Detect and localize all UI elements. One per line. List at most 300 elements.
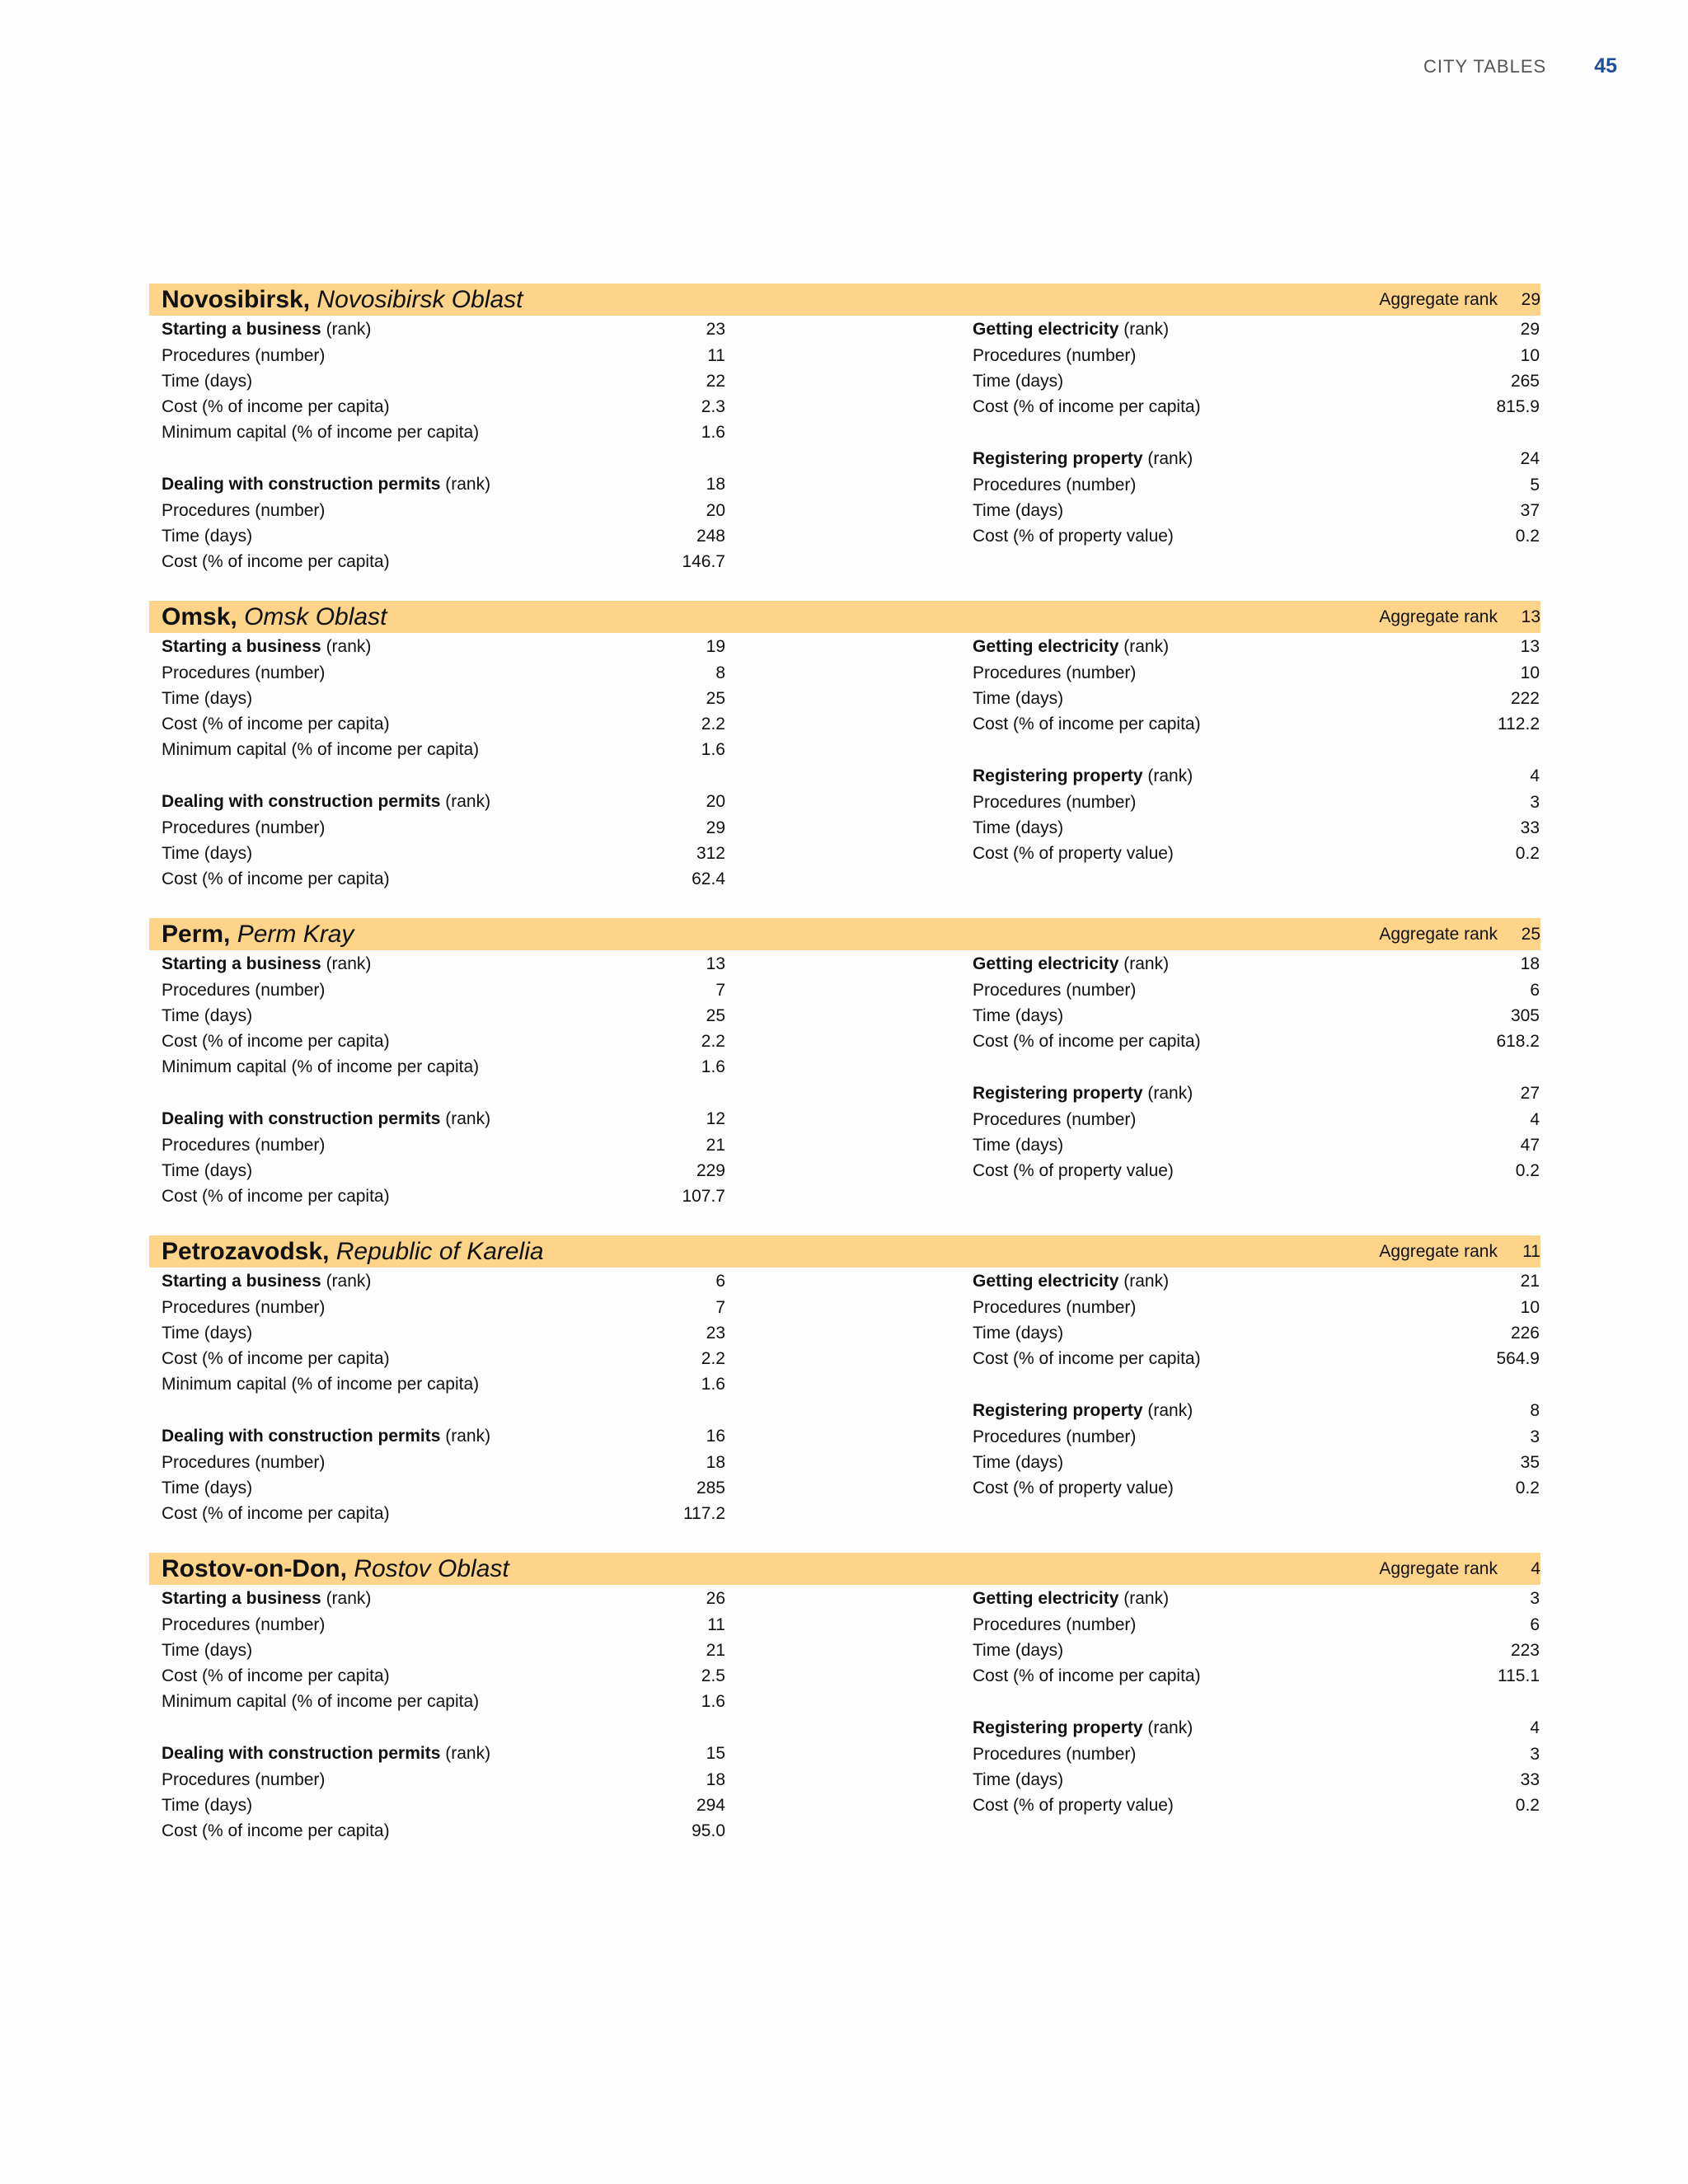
table-row (973, 1450, 1540, 1475)
row-value: 21 (706, 1641, 725, 1660)
indicator-rank: 13 (706, 954, 725, 973)
row-label: Cost (% of property value) (973, 527, 1174, 546)
indicator-block (973, 950, 1540, 1054)
indicator-heading (973, 1714, 1540, 1741)
indicator-block (162, 1422, 725, 1526)
aggregate-rank (1379, 925, 1540, 944)
aggregate-rank-label: Aggregate rank (1379, 607, 1498, 626)
indicator-title: Starting a business (162, 954, 321, 973)
indicator-rank: 4 (1530, 766, 1540, 785)
row-label: Cost (% of income per capita) (973, 1349, 1201, 1368)
indicator-rank: 21 (1520, 1272, 1540, 1291)
region-name: Perm Kray (237, 921, 354, 948)
table-row (973, 1320, 1540, 1346)
row-value: 0.2 (1515, 1796, 1540, 1815)
row-label: Procedures (number) (162, 1615, 326, 1634)
indicator-block (973, 762, 1540, 866)
row-value: 20 (706, 501, 725, 520)
indicator-suffix: (rank) (1147, 1401, 1193, 1420)
row-label: Procedures (number) (162, 1453, 326, 1472)
aggregate-rank-label: Aggregate rank (1379, 289, 1498, 309)
indicator-suffix: (rank) (1147, 1718, 1193, 1737)
indicator-columns (149, 633, 1540, 892)
table-row (162, 1689, 725, 1714)
row-value: 117.2 (683, 1504, 725, 1523)
indicator-title: Registering property (973, 1401, 1143, 1420)
row-label: Procedures (number) (973, 346, 1137, 365)
row-label: Procedures (number) (162, 1770, 326, 1789)
indicator-title: Getting electricity (973, 1589, 1119, 1608)
indicator-heading (162, 950, 725, 977)
indicator-label (973, 1397, 1193, 1424)
row-label: Time (days) (162, 689, 253, 708)
row-label: Procedures (number) (162, 501, 326, 520)
indicator-heading (162, 1268, 725, 1295)
row-value: 37 (1520, 501, 1540, 520)
indicator-title: Getting electricity (973, 320, 1119, 339)
row-label: Cost (% of property value) (973, 1161, 1174, 1180)
row-label: Time (days) (162, 1479, 253, 1497)
indicator-block (162, 471, 725, 574)
table-row (973, 394, 1540, 419)
region-name: Omsk Oblast (244, 603, 387, 630)
table-row (973, 1132, 1540, 1158)
row-value: 312 (696, 844, 725, 863)
indicator-label (162, 1105, 490, 1132)
left-column (162, 633, 725, 892)
table-row (973, 1424, 1540, 1450)
row-label: Time (days) (162, 1796, 253, 1815)
indicator-heading (162, 1422, 725, 1450)
indicator-rank: 3 (1530, 1589, 1540, 1608)
row-label: Time (days) (162, 372, 253, 391)
table-row (162, 686, 725, 711)
table-row (973, 660, 1540, 686)
row-label: Procedures (number) (973, 1427, 1137, 1446)
indicator-block (973, 1714, 1540, 1818)
indicator-block (162, 950, 725, 1080)
table-row (162, 1475, 725, 1501)
right-column (973, 633, 1540, 892)
city-section (149, 918, 1540, 1209)
row-label: Cost (% of income per capita) (162, 715, 390, 733)
indicator-block (973, 316, 1540, 419)
table-row (162, 1818, 725, 1844)
left-column (162, 1585, 725, 1844)
row-value: 25 (706, 1006, 725, 1025)
indicator-rank: 19 (706, 637, 725, 656)
indicator-heading (162, 471, 725, 498)
indicator-rank: 6 (715, 1272, 725, 1291)
right-column (973, 1585, 1540, 1844)
indicator-heading (162, 788, 725, 815)
row-value: 2.5 (701, 1666, 725, 1685)
region-name: Republic of Karelia (335, 1238, 544, 1265)
table-row (162, 866, 725, 892)
city-name: Petrozavodsk, (162, 1238, 330, 1265)
left-column (162, 316, 725, 574)
row-label: Procedures (number) (162, 663, 326, 682)
table-row (973, 790, 1540, 815)
table-row (973, 368, 1540, 394)
row-label: Procedures (number) (973, 1745, 1137, 1764)
table-row (162, 977, 725, 1003)
row-label: Cost (% of income per capita) (973, 1032, 1201, 1051)
row-value: 10 (1520, 663, 1540, 682)
table-row (162, 815, 725, 841)
row-label: Time (days) (973, 372, 1064, 391)
indicator-heading (162, 1740, 725, 1767)
table-row (973, 1158, 1540, 1183)
table-row (973, 841, 1540, 866)
left-column (162, 950, 725, 1209)
indicator-title: Getting electricity (973, 637, 1119, 656)
aggregate-rank-value: 29 (1521, 289, 1540, 309)
row-label: Time (days) (162, 1641, 253, 1660)
indicator-title: Dealing with construction permits (162, 475, 441, 494)
indicator-title: Registering property (973, 1084, 1143, 1103)
city-name: Novosibirsk, (162, 286, 311, 313)
city-header (149, 918, 1540, 950)
city-header (149, 1235, 1540, 1268)
indicator-title: Getting electricity (973, 1272, 1119, 1291)
indicator-label (162, 1268, 371, 1295)
row-value: 21 (706, 1136, 725, 1155)
indicator-block (973, 1397, 1540, 1501)
indicator-block (973, 445, 1540, 549)
row-label: Procedures (number) (162, 346, 326, 365)
row-value: 115.1 (1498, 1666, 1540, 1685)
indicator-heading (973, 316, 1540, 343)
indicator-rank: 16 (706, 1427, 725, 1446)
indicator-suffix: (rank) (326, 320, 372, 339)
row-label: Time (days) (973, 1770, 1064, 1789)
aggregate-rank-value: 11 (1522, 1241, 1540, 1261)
city-section (149, 601, 1540, 892)
table-row (162, 1003, 725, 1029)
row-label: Cost (% of property value) (973, 1796, 1174, 1815)
indicator-suffix: (rank) (445, 1427, 491, 1446)
row-value: 35 (1520, 1453, 1540, 1472)
indicator-label (973, 1080, 1193, 1107)
row-value: 29 (706, 818, 725, 837)
row-label: Procedures (number) (973, 663, 1137, 682)
table-row (973, 1767, 1540, 1793)
table-row (973, 1107, 1540, 1132)
indicator-rank: 13 (1520, 637, 1540, 656)
indicator-rank: 23 (706, 320, 725, 339)
indicator-columns (149, 316, 1540, 574)
indicator-heading (162, 316, 725, 343)
indicator-block (973, 1585, 1540, 1689)
row-label: Procedures (number) (162, 1298, 326, 1317)
left-column (162, 1268, 725, 1526)
page-number: 45 (1594, 54, 1617, 77)
indicator-rank: 29 (1520, 320, 1540, 339)
table-row (162, 1346, 725, 1371)
indicator-label (162, 633, 371, 660)
table-row (973, 1346, 1540, 1371)
row-value: 3 (1530, 1745, 1540, 1764)
table-row (162, 394, 725, 419)
indicator-label (162, 471, 490, 498)
table-row (162, 1295, 725, 1320)
row-label: Time (days) (162, 527, 253, 546)
indicator-block (162, 1105, 725, 1209)
row-label: Time (days) (162, 844, 253, 863)
row-value: 1.6 (701, 1692, 725, 1711)
row-label: Cost (% of income per capita) (162, 552, 390, 571)
row-label: Cost (% of income per capita) (162, 1504, 390, 1523)
aggregate-rank (1379, 1559, 1540, 1579)
city-header (149, 1553, 1540, 1585)
indicator-block (162, 1268, 725, 1397)
indicator-rank: 15 (706, 1744, 725, 1763)
indicator-title: Starting a business (162, 1272, 321, 1291)
indicator-label (162, 1740, 490, 1767)
table-row (973, 523, 1540, 549)
row-value: 11 (707, 1615, 725, 1634)
indicator-heading (973, 950, 1540, 977)
row-value: 1.6 (701, 1057, 725, 1076)
indicator-suffix: (rank) (1123, 1589, 1170, 1608)
table-row (973, 498, 1540, 523)
row-label: Procedures (number) (973, 1110, 1137, 1129)
row-label: Time (days) (973, 818, 1064, 837)
indicator-columns (149, 1585, 1540, 1844)
row-value: 0.2 (1515, 1479, 1540, 1497)
row-value: 22 (706, 372, 725, 391)
row-value: 112.2 (1498, 715, 1540, 733)
row-label: Time (days) (162, 1324, 253, 1343)
table-row (162, 841, 725, 866)
table-row (973, 343, 1540, 368)
row-value: 62.4 (692, 869, 725, 888)
table-row (973, 1741, 1540, 1767)
table-row (162, 737, 725, 762)
indicator-rank: 26 (706, 1589, 725, 1608)
row-label: Procedures (number) (162, 981, 326, 1000)
indicator-suffix: (rank) (326, 1272, 372, 1291)
indicator-label (973, 950, 1169, 977)
indicator-title: Registering property (973, 1718, 1143, 1737)
aggregate-rank-label: Aggregate rank (1379, 1241, 1498, 1261)
row-label: Time (days) (973, 1641, 1064, 1660)
indicator-label (973, 316, 1169, 343)
row-value: 23 (706, 1324, 725, 1343)
row-label: Minimum capital (% of income per capita) (162, 1692, 480, 1711)
indicator-rank: 4 (1530, 1718, 1540, 1737)
indicator-title: Getting electricity (973, 954, 1119, 973)
row-label: Cost (% of income per capita) (162, 1032, 390, 1051)
row-label: Procedures (number) (162, 818, 326, 837)
row-value: 33 (1520, 818, 1540, 837)
indicator-suffix: (rank) (1147, 449, 1193, 468)
aggregate-rank (1379, 1242, 1540, 1262)
indicator-title: Dealing with construction permits (162, 1427, 441, 1446)
city-title (162, 601, 387, 633)
indicator-suffix: (rank) (445, 475, 491, 494)
table-row (162, 1450, 725, 1475)
indicator-heading (162, 633, 725, 660)
indicator-block (162, 1585, 725, 1714)
indicator-block (162, 1740, 725, 1844)
indicator-heading (973, 1397, 1540, 1424)
indicator-title: Starting a business (162, 320, 321, 339)
row-value: 229 (696, 1161, 725, 1180)
row-label: Cost (% of income per capita) (973, 715, 1201, 733)
row-label: Time (days) (973, 1453, 1064, 1472)
right-column (973, 316, 1540, 574)
table-row (973, 1295, 1540, 1320)
table-row (162, 1054, 725, 1080)
row-value: 146.7 (682, 552, 725, 571)
indicator-heading (973, 1585, 1540, 1612)
city-section (149, 1235, 1540, 1526)
table-row (162, 523, 725, 549)
indicator-heading (973, 1080, 1540, 1107)
city-section (149, 1553, 1540, 1844)
region-name: Rostov Oblast (354, 1555, 509, 1582)
city-header (149, 601, 1540, 633)
row-value: 2.3 (701, 397, 725, 416)
indicator-columns (149, 950, 1540, 1209)
indicator-label (162, 1422, 490, 1450)
indicator-label (973, 445, 1193, 472)
indicator-label (973, 762, 1193, 790)
running-head (1423, 54, 1617, 78)
indicator-rank: 18 (706, 475, 725, 494)
table-row (973, 815, 1540, 841)
row-label: Minimum capital (% of income per capita) (162, 1057, 480, 1076)
row-label: Time (days) (973, 1006, 1064, 1025)
row-value: 18 (706, 1453, 725, 1472)
city-title (162, 1553, 509, 1585)
row-label: Minimum capital (% of income per capita) (162, 1375, 480, 1394)
row-value: 1.6 (701, 1375, 725, 1394)
indicator-suffix: (rank) (326, 954, 372, 973)
row-label: Time (days) (973, 689, 1064, 708)
row-label: Time (days) (973, 501, 1064, 520)
city-name: Rostov-on-Don, (162, 1555, 347, 1582)
row-value: 294 (696, 1796, 725, 1815)
table-row (162, 1638, 725, 1663)
indicator-heading (973, 633, 1540, 660)
indicator-suffix: (rank) (326, 1589, 372, 1608)
indicator-block (162, 633, 725, 762)
table-row (162, 343, 725, 368)
row-value: 226 (1510, 1324, 1540, 1343)
table-row (162, 660, 725, 686)
city-title (162, 1235, 544, 1268)
table-row (162, 1029, 725, 1054)
row-value: 33 (1520, 1770, 1540, 1789)
indicator-suffix: (rank) (1123, 320, 1170, 339)
row-value: 6 (1530, 981, 1540, 1000)
indicator-block (973, 1268, 1540, 1371)
indicator-title: Registering property (973, 766, 1143, 785)
row-value: 11 (707, 346, 725, 365)
row-label: Procedures (number) (973, 476, 1137, 494)
row-value: 2.2 (701, 1032, 725, 1051)
row-value: 3 (1530, 793, 1540, 812)
row-label: Procedures (number) (973, 1615, 1137, 1634)
table-row (162, 1767, 725, 1793)
indicator-rank: 18 (1520, 954, 1540, 973)
row-value: 95.0 (692, 1821, 725, 1840)
indicator-suffix: (rank) (1147, 766, 1193, 785)
indicator-label (973, 1585, 1169, 1612)
row-label: Time (days) (973, 1136, 1064, 1155)
indicator-heading (973, 445, 1540, 472)
indicator-suffix: (rank) (445, 1744, 491, 1763)
row-value: 223 (1510, 1641, 1540, 1660)
indicator-label (162, 1585, 371, 1612)
table-row (973, 686, 1540, 711)
indicator-heading (162, 1585, 725, 1612)
indicator-label (973, 1714, 1193, 1741)
row-value: 3 (1530, 1427, 1540, 1446)
row-label: Cost (% of income per capita) (162, 397, 390, 416)
aggregate-rank (1379, 290, 1540, 310)
row-value: 2.2 (701, 1349, 725, 1368)
table-row (162, 368, 725, 394)
row-value: 248 (696, 527, 725, 546)
table-row (162, 1371, 725, 1397)
indicator-label (973, 633, 1169, 660)
table-row (973, 711, 1540, 737)
row-label: Minimum capital (% of income per capita) (162, 423, 480, 442)
row-label: Cost (% of income per capita) (973, 397, 1201, 416)
row-label: Cost (% of property value) (973, 1479, 1174, 1497)
row-label: Procedures (number) (973, 981, 1137, 1000)
row-value: 2.2 (701, 715, 725, 733)
section-title: CITY TABLES (1423, 56, 1547, 77)
region-name: Novosibirsk Oblast (316, 286, 523, 313)
indicator-block (973, 1080, 1540, 1183)
indicator-suffix: (rank) (1123, 954, 1170, 973)
city-name: Perm, (162, 921, 231, 948)
row-value: 305 (1510, 1006, 1540, 1025)
indicator-title: Starting a business (162, 637, 321, 656)
indicator-suffix: (rank) (1147, 1084, 1193, 1103)
row-label: Procedures (number) (973, 1298, 1137, 1317)
table-row (162, 498, 725, 523)
row-value: 7 (715, 981, 725, 1000)
row-value: 1.6 (701, 423, 725, 442)
city-title (162, 918, 354, 950)
row-value: 10 (1520, 346, 1540, 365)
table-row (162, 1183, 725, 1209)
city-section (149, 284, 1540, 574)
row-value: 265 (1510, 372, 1540, 391)
row-value: 18 (706, 1770, 725, 1789)
row-value: 0.2 (1515, 1161, 1540, 1180)
row-label: Cost (% of income per capita) (162, 1666, 390, 1685)
indicator-suffix: (rank) (1123, 1272, 1170, 1291)
table-row (162, 711, 725, 737)
city-header (149, 284, 1540, 316)
table-row (162, 1320, 725, 1346)
aggregate-rank-value: 25 (1521, 924, 1540, 944)
row-value: 6 (1530, 1615, 1540, 1634)
table-row (162, 1132, 725, 1158)
table-row (973, 1612, 1540, 1638)
indicator-suffix: (rank) (445, 1109, 491, 1128)
aggregate-rank-label: Aggregate rank (1379, 1558, 1498, 1578)
row-label: Cost (% of property value) (973, 844, 1174, 863)
indicator-heading (973, 762, 1540, 790)
